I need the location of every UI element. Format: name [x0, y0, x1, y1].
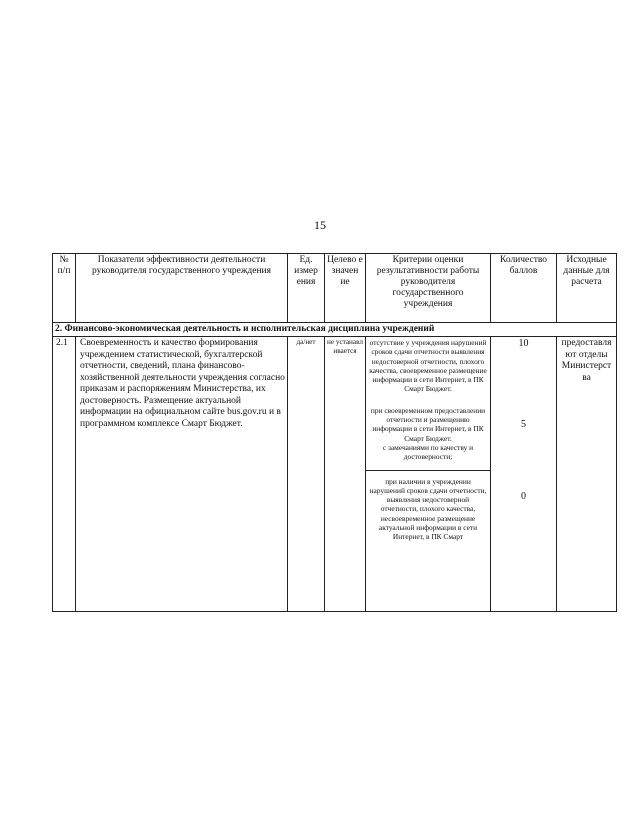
page-number: 15: [314, 218, 326, 232]
criteria-item: с замечаниями по качеству и достоверности;: [382, 442, 474, 462]
criteria-item: отсутствие у учреждения нарушений сроков сдачи отчетности выявления недостоверной отчетности, плохого качества, своевременное размещение информации в сети Интернет, в ПК Смарт Бюджет.: [369, 338, 487, 394]
row-indicator: Своевременность и качество формирования учреждением статистической, бухгалтерской отчетности, сведений, плана финансово-хозяйственной деятельности учреждения согласно приказам и распоряжениям Министерства, их достоверность. Размещение актуальной информации на официальном сайте bus.gov.ru и в программном комплексе Смарт Бюджет.: [76, 337, 288, 612]
row-number: 2.1: [53, 337, 76, 612]
criteria-item: при наличии в учреждении нарушений сроков сдачи отчетности, выявления недостоверной отчетности, плохого качества, несвоевременное размещение актуальной информации в сети Интернет, в ПК Смарт: [369, 476, 487, 542]
header-target: Целево е значен ие: [325, 254, 366, 323]
row-points: [491, 337, 557, 612]
score-value: 0: [521, 491, 526, 502]
header-criteria: Критерии оценки результативности работы руководителя государственного учреждения: [366, 254, 491, 323]
header-source: Исходные данные для расчета: [557, 254, 617, 323]
criteria-table: [52, 253, 617, 612]
header-num: № п/п: [53, 254, 76, 323]
criteria-divider: [366, 470, 490, 471]
row-unit: да/нет: [288, 337, 325, 612]
header-row: [53, 254, 617, 323]
score-value: 10: [518, 338, 529, 349]
row-criteria: [366, 337, 491, 612]
row-target: не устанавл ивается: [325, 337, 366, 612]
section-row: [53, 323, 617, 337]
score-value: 5: [521, 418, 526, 430]
header-indicator: Показатели эффективности деятельности руководителя государственного учреждения: [76, 254, 288, 323]
table-row: [53, 337, 617, 612]
section-title: 2. Финансово-экономическая деятельность и исполнительская дисциплина учреждений: [53, 323, 617, 337]
header-unit: Ед. измер ения: [288, 254, 325, 323]
header-points: Количество баллов: [491, 254, 557, 323]
row-source: предоставля ют отделы Министерст ва: [557, 337, 617, 612]
criteria-item: при своевременном предоставлении отчетности и размещению информации в сети Интернет, в ПК Смарт Бюджет.: [370, 405, 486, 443]
